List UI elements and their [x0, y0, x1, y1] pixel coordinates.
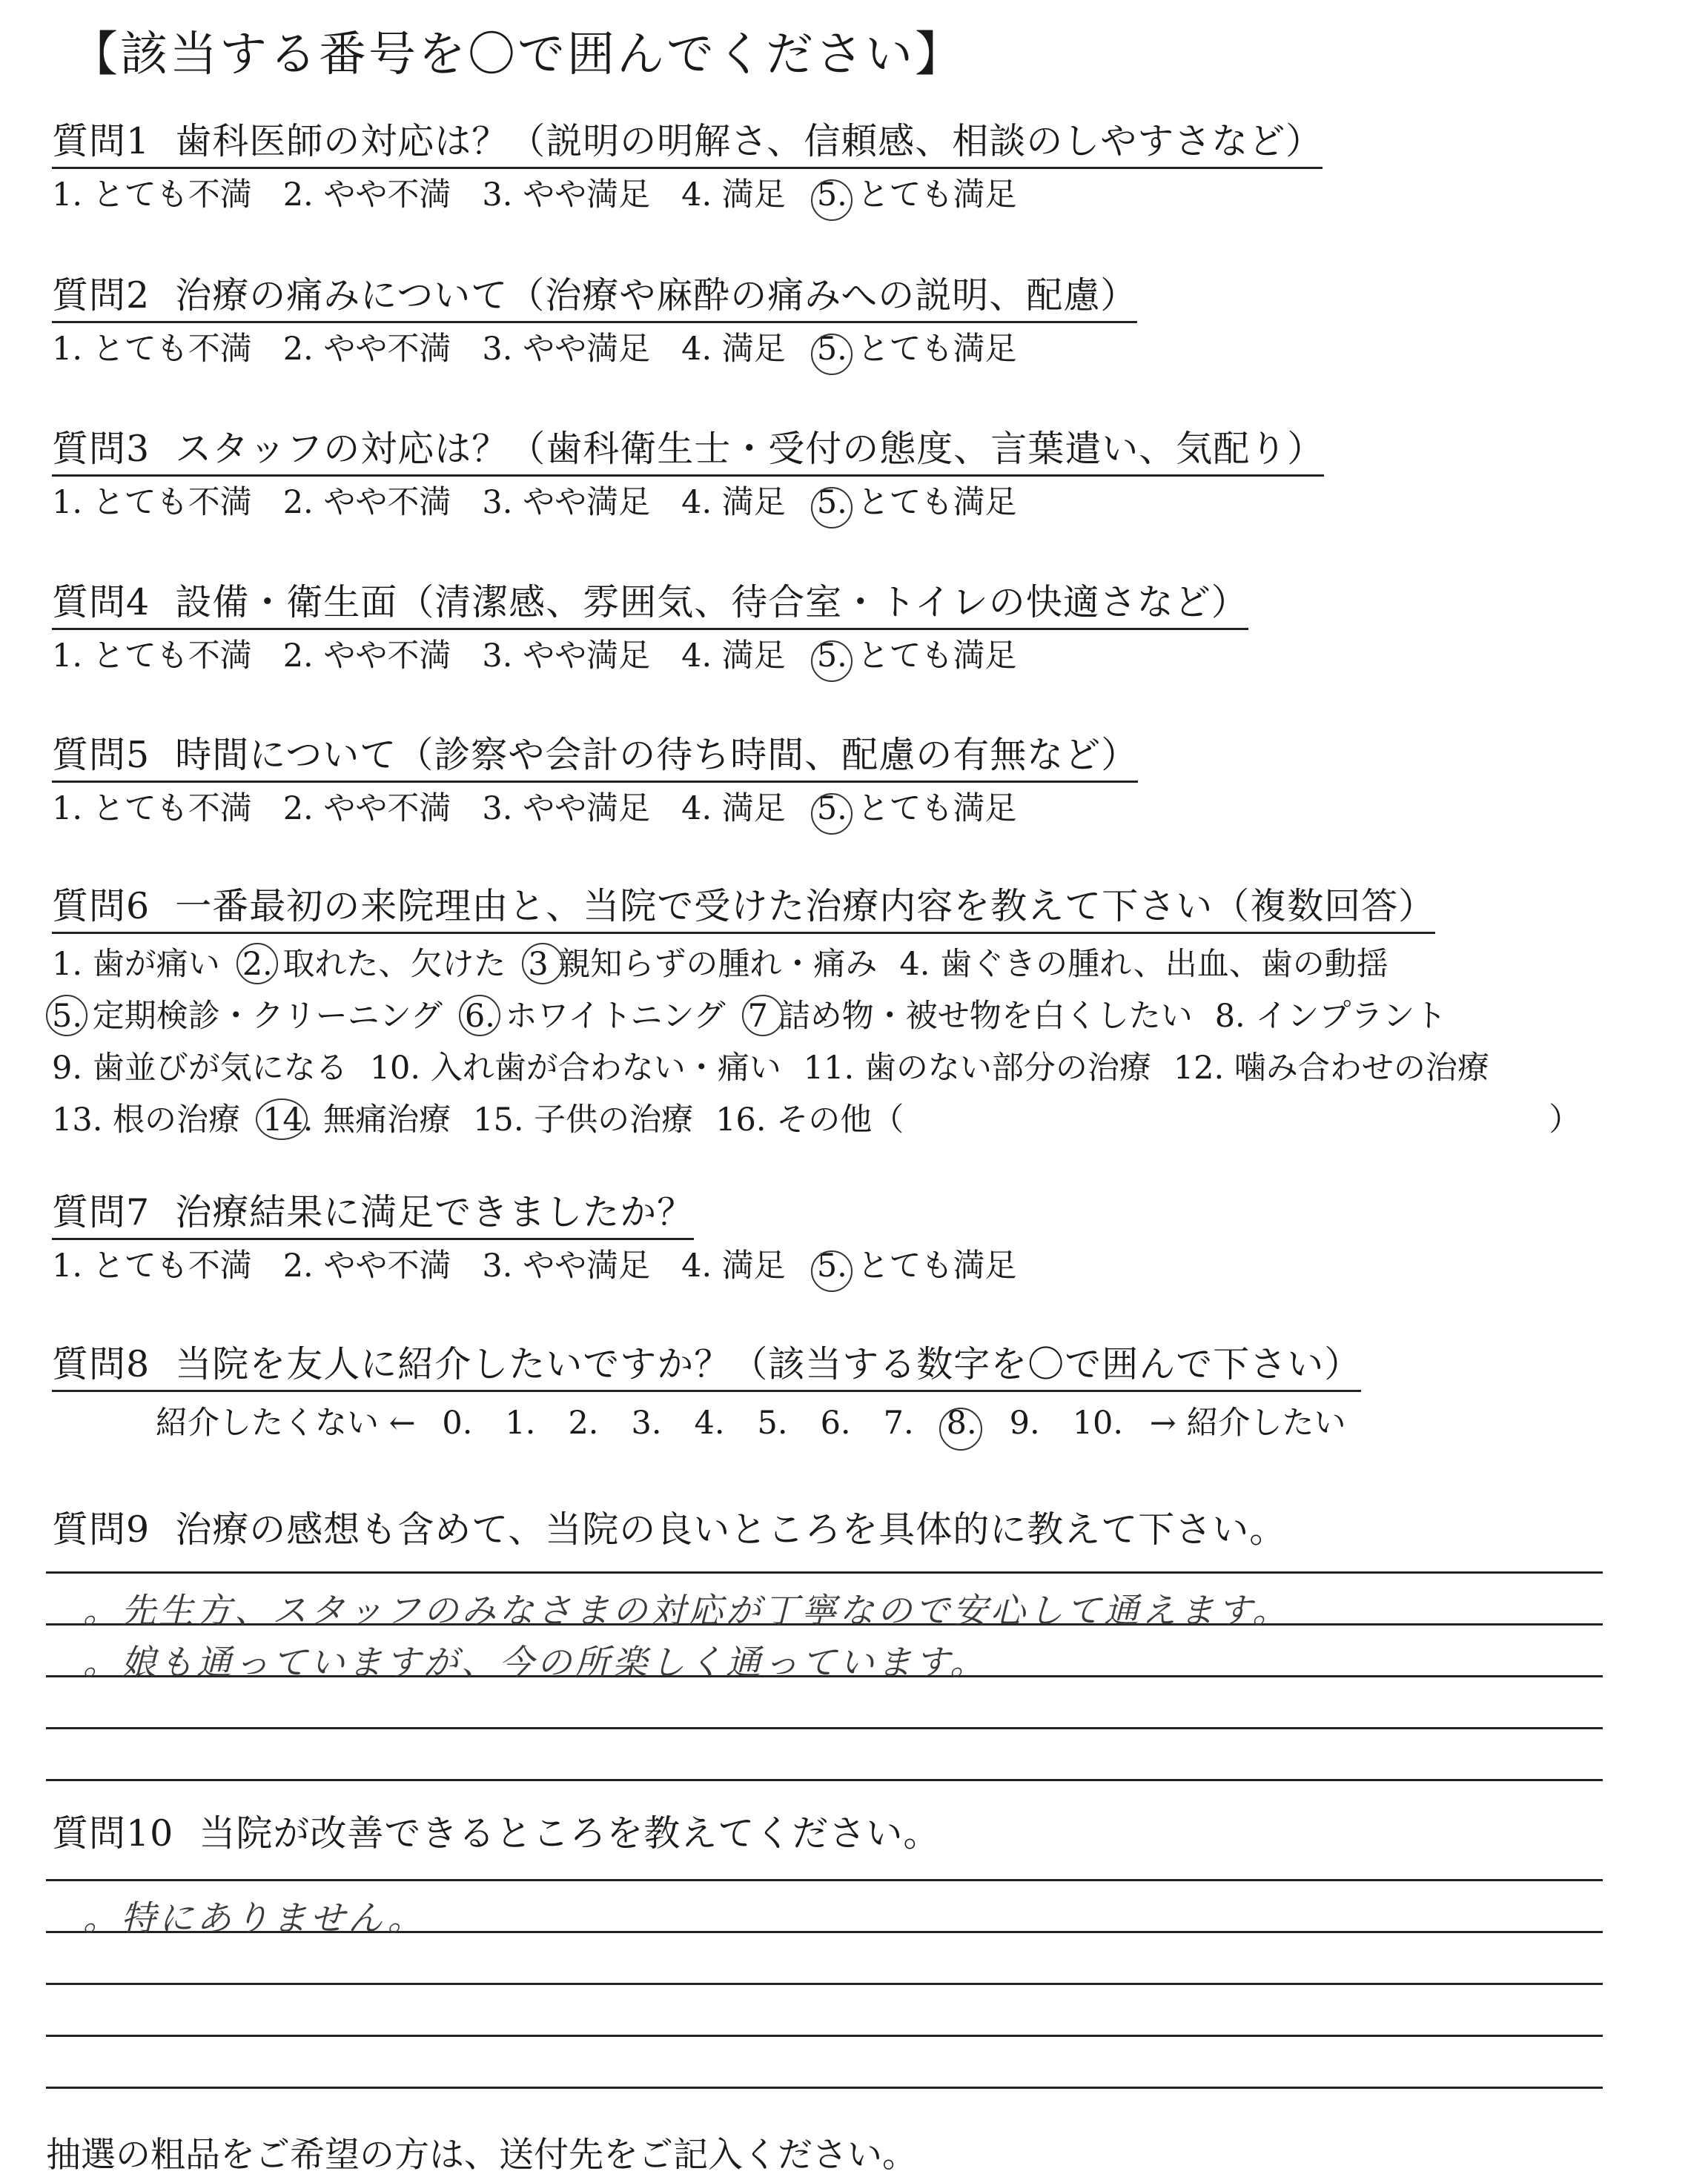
treatment-option-label: 8. インプラント: [1214, 998, 1447, 1036]
rating-option[interactable]: [817, 1246, 1017, 1288]
rating-option[interactable]: [283, 636, 451, 677]
scale-value[interactable]: [568, 1405, 598, 1442]
rating-option[interactable]: [817, 175, 1017, 216]
treatment-option-label: 4. 歯ぐきの腫れ、出血、歯の動揺: [899, 946, 1388, 984]
question-3-heading: [52, 426, 1324, 477]
scale-right-label: → 紹介したい: [1149, 1405, 1346, 1442]
question-7: [52, 1190, 1048, 1288]
question-number: 質問8: [52, 1343, 150, 1385]
rating-option[interactable]: [681, 1246, 786, 1288]
question-7-heading: [52, 1190, 694, 1240]
rating-option-label: 5. とても満足: [816, 1247, 1017, 1285]
question-text: 治療の感想も含めて、当院の良いところを具体的に教えて下さい。: [175, 1508, 1287, 1551]
question-text: 一番最初の来院理由と、当院で受けた治療内容を教えて下さい（複数回答）: [175, 885, 1436, 927]
rating-option-label: 4. 満足: [681, 484, 786, 522]
question-8: [52, 1342, 1361, 1443]
treatment-option-label: 7 詰め物・被せ物を白くしたい: [747, 998, 1193, 1036]
handwritten-answer: 。娘も通っていますが、今の所楽しく通っています。: [83, 1643, 988, 1683]
rating-options: [52, 329, 1137, 371]
selection-circle: [939, 1408, 982, 1451]
treatment-option[interactable]: [804, 1042, 1151, 1094]
scale-value-label: 0.: [442, 1405, 473, 1442]
question-4-heading: [52, 580, 1248, 630]
rating-option-label: 2. やや不満: [282, 484, 451, 522]
rating-option[interactable]: [482, 636, 650, 677]
rating-option[interactable]: [817, 636, 1017, 677]
rating-option-label: 3. やや満足: [482, 637, 651, 675]
rating-option-label: 5. とても満足: [816, 484, 1017, 522]
rating-option-label: 3. やや満足: [482, 331, 651, 368]
treatment-option[interactable]: [52, 938, 220, 990]
option-row: [52, 1094, 1603, 1146]
treatment-option-label: 13. 根の治療: [52, 1101, 241, 1139]
rating-option[interactable]: [482, 789, 650, 830]
answer-line: [46, 2035, 1603, 2037]
treatment-option[interactable]: [262, 1094, 451, 1146]
rating-options: [52, 789, 1138, 830]
selection-circle: [811, 179, 853, 221]
answer-line: [46, 1983, 1603, 1985]
treatment-option-label: 2. 取れた、欠けた: [242, 946, 506, 984]
rating-option[interactable]: [52, 789, 252, 830]
rating-option-label: 3. やや満足: [482, 484, 651, 522]
question-6-heading: [52, 884, 1435, 934]
selection-circle: [742, 995, 784, 1036]
treatment-option-label: 12. 噛み合わせの治療: [1173, 1050, 1489, 1087]
recommend-scale: [156, 1398, 1361, 1443]
rating-option-label: 5. とても満足: [816, 176, 1017, 214]
scale-value[interactable]: [1073, 1405, 1123, 1442]
question-9-heading: [52, 1501, 1286, 1553]
selection-circle: [236, 943, 278, 984]
treatment-option[interactable]: [528, 938, 877, 990]
question-text: 設備・衛生面（清潔感、雰囲気、待合室・トイレの快適さなど）: [175, 581, 1248, 623]
question-number: 質問2: [52, 274, 150, 317]
answer-line: [46, 1571, 1603, 1574]
question-number: 質問4: [52, 581, 150, 623]
scale-value-label: 10.: [1072, 1405, 1124, 1442]
treatment-option[interactable]: [748, 990, 1193, 1042]
rating-option-label: 2. やや不満: [282, 790, 451, 828]
scale-value[interactable]: [758, 1405, 788, 1442]
rating-option-label: 3. やや満足: [482, 1247, 651, 1285]
option-row: [52, 1042, 1603, 1094]
rating-option-label: 2. やや不満: [282, 176, 451, 214]
rating-option[interactable]: [52, 483, 252, 524]
rating-option[interactable]: [681, 175, 786, 216]
handwritten-answer: 。特にありません。: [83, 1898, 426, 1939]
rating-option[interactable]: [817, 329, 1017, 371]
question-8-heading: [52, 1342, 1361, 1392]
selection-circle: [811, 334, 853, 375]
footer-note: 抽選の粗品をご希望の方は、送付先をご記入ください。: [46, 2135, 917, 2176]
treatment-option[interactable]: [242, 938, 506, 990]
selection-circle: [811, 793, 853, 835]
treatment-option-label: 11. 歯のない部分の治療: [803, 1050, 1151, 1087]
rating-option[interactable]: [681, 483, 786, 524]
page-title: 【該当する番号を〇で囲んでください】: [70, 27, 964, 82]
rating-option[interactable]: [52, 1246, 252, 1288]
handwritten-answer: 。先生方、スタッフのみなさまの対応が丁寧なので安心して通えます。: [83, 1591, 1291, 1631]
rating-option[interactable]: [681, 636, 786, 677]
option-row: [52, 938, 1603, 990]
question-10-heading: [52, 1805, 940, 1857]
rating-option[interactable]: [283, 1246, 451, 1288]
rating-option-label: 2. やや不満: [282, 1247, 451, 1285]
rating-option-label: 4. 満足: [681, 331, 786, 368]
treatment-option-label: 15. 子供の治療: [473, 1101, 694, 1139]
selection-circle: [256, 1099, 308, 1140]
rating-option[interactable]: [52, 636, 252, 677]
scale-value[interactable]: [821, 1405, 851, 1442]
rating-options: [52, 175, 1323, 216]
question-number: 質問6: [52, 885, 150, 927]
question-6-options: [52, 938, 1603, 1146]
question-4: [52, 580, 1248, 677]
question-2-heading: [52, 273, 1137, 323]
question-3: [52, 426, 1324, 524]
rating-option[interactable]: [681, 789, 786, 830]
rating-option[interactable]: [817, 789, 1017, 830]
scale-value[interactable]: [695, 1405, 725, 1442]
question-text: 時間について（診察や会計の待ち時間、配慮の有無など）: [175, 734, 1139, 776]
treatment-option-label: 5. 定期検診・クリーニング: [52, 998, 443, 1036]
rating-option[interactable]: [482, 175, 650, 216]
option-row: [52, 990, 1603, 1042]
question-text: 当院が改善できるところを教えてください。: [199, 1812, 941, 1855]
treatment-option[interactable]: [52, 1094, 240, 1146]
question-number: 質問3: [52, 428, 150, 470]
answer-line: [46, 1727, 1603, 1729]
scale-value-label: 8.: [946, 1405, 977, 1442]
rating-option-label: 4. 満足: [681, 790, 786, 828]
question-7-options: [52, 1246, 1048, 1288]
selection-circle: [811, 1250, 853, 1292]
question-number: 質問5: [52, 734, 150, 776]
question-9: [52, 1501, 1286, 1553]
rating-option-label: 1. とても不満: [52, 484, 252, 522]
treatment-option[interactable]: [1549, 1094, 1580, 1146]
scale-value-label: 3.: [631, 1405, 662, 1442]
scale-value[interactable]: [1010, 1405, 1040, 1442]
rating-option-label: 3. やや満足: [482, 176, 651, 214]
scale-value-label: 5.: [757, 1405, 788, 1442]
rating-option-label: 1. とても不満: [52, 637, 252, 675]
rating-option[interactable]: [482, 483, 650, 524]
scale-value-label: 1.: [505, 1405, 536, 1442]
question-text: 歯科医師の対応は？（説明の明解さ、信頼感、相談のしやすさなど）: [175, 120, 1323, 162]
question-number: 質問1: [52, 120, 150, 162]
question-1: [52, 119, 1323, 216]
rating-option-label: 2. やや不満: [282, 637, 451, 675]
treatment-option[interactable]: [1215, 990, 1447, 1042]
scale-value[interactable]: [947, 1405, 977, 1442]
scale-value[interactable]: [442, 1405, 472, 1442]
scale-value[interactable]: [631, 1405, 661, 1442]
rating-option-label: 5. とても満足: [816, 790, 1017, 828]
scale-value[interactable]: [884, 1405, 914, 1442]
rating-option[interactable]: [681, 329, 786, 371]
rating-option-label: 5. とても満足: [816, 637, 1017, 675]
rating-option[interactable]: [482, 1246, 650, 1288]
scale-value-label: 9.: [1009, 1405, 1040, 1442]
rating-option-label: 1. とても不満: [52, 176, 252, 214]
rating-option-label: 1. とても不満: [52, 790, 252, 828]
treatment-option[interactable]: [473, 1094, 693, 1146]
rating-option-label: 4. 満足: [681, 1247, 786, 1285]
rating-option[interactable]: [817, 483, 1017, 524]
rating-option-label: 3. やや満足: [482, 790, 651, 828]
treatment-option[interactable]: [465, 990, 726, 1042]
rating-option-label: 4. 満足: [681, 637, 786, 675]
rating-option[interactable]: [283, 175, 451, 216]
scale-value[interactable]: [505, 1405, 535, 1442]
answer-line: [46, 1879, 1603, 1881]
rating-option[interactable]: [283, 483, 451, 524]
treatment-option-label: 1. 歯が痛い: [52, 946, 220, 984]
question-2: [52, 273, 1137, 371]
question-text: 当院を友人に紹介したいですか？（該当する数字を〇で囲んで下さい）: [175, 1343, 1362, 1385]
rating-option-label: 2. やや不満: [282, 331, 451, 368]
treatment-option-label: 3 親知らずの腫れ・痛み: [528, 946, 878, 984]
question-5-heading: [52, 732, 1138, 783]
selection-circle: [811, 487, 853, 528]
rating-option-label: 1. とても不満: [52, 331, 252, 368]
question-number: 質問7: [52, 1191, 150, 1233]
question-text: 治療結果に満足できましたか？: [175, 1191, 695, 1233]
treatment-option-label: 16. その他（: [715, 1101, 904, 1139]
rating-options: [52, 483, 1324, 524]
question-number: 質問9: [52, 1508, 150, 1551]
treatment-option[interactable]: [370, 1042, 781, 1094]
rating-option[interactable]: [52, 329, 252, 371]
answer-line: [46, 1779, 1603, 1781]
question-number: 質問10: [52, 1812, 174, 1855]
rating-option-label: 1. とても不満: [52, 1247, 252, 1285]
rating-option[interactable]: [482, 329, 650, 371]
treatment-option-label: 6. ホワイトニング: [464, 998, 726, 1036]
rating-option-label: 5. とても満足: [816, 331, 1017, 368]
treatment-option-label: ）: [1549, 1101, 1581, 1139]
scale-value-label: 7.: [883, 1405, 914, 1442]
rating-option[interactable]: [52, 175, 252, 216]
scale-value-label: 4.: [694, 1405, 725, 1442]
question-5: [52, 732, 1138, 830]
selection-circle: [46, 995, 87, 1036]
scale-value-label: 2.: [568, 1405, 599, 1442]
treatment-option[interactable]: [1174, 1042, 1489, 1094]
selection-circle: [811, 640, 853, 682]
question-1-heading: [52, 119, 1323, 169]
scale-left-label: 紹介したくない ←: [156, 1405, 416, 1442]
rating-option-label: 4. 満足: [681, 176, 786, 214]
rating-option[interactable]: [283, 329, 451, 371]
treatment-option[interactable]: [715, 1094, 904, 1146]
question-text: 治療の痛みについて（治療や麻酔の痛みへの説明、配慮）: [175, 274, 1138, 317]
treatment-option[interactable]: [52, 1042, 348, 1094]
answer-line: [46, 2087, 1603, 2089]
treatment-option-label: 10. 入れ歯が合わない・痛い: [369, 1050, 781, 1087]
question-10: [52, 1805, 940, 1857]
rating-option[interactable]: [283, 789, 451, 830]
treatment-option[interactable]: [52, 990, 443, 1042]
treatment-option[interactable]: [899, 938, 1388, 990]
scale-value-label: 6.: [820, 1405, 851, 1442]
rating-options: [52, 636, 1248, 677]
treatment-option-label: 14. 無痛治療: [262, 1101, 451, 1139]
treatment-option-label: 9. 歯並びが気になる: [52, 1050, 348, 1087]
question-6: [52, 884, 1603, 1146]
question-text: スタッフの対応は？（歯科衛生士・受付の態度、言葉遣い、気配り）: [175, 428, 1325, 470]
selection-circle: [459, 995, 500, 1036]
